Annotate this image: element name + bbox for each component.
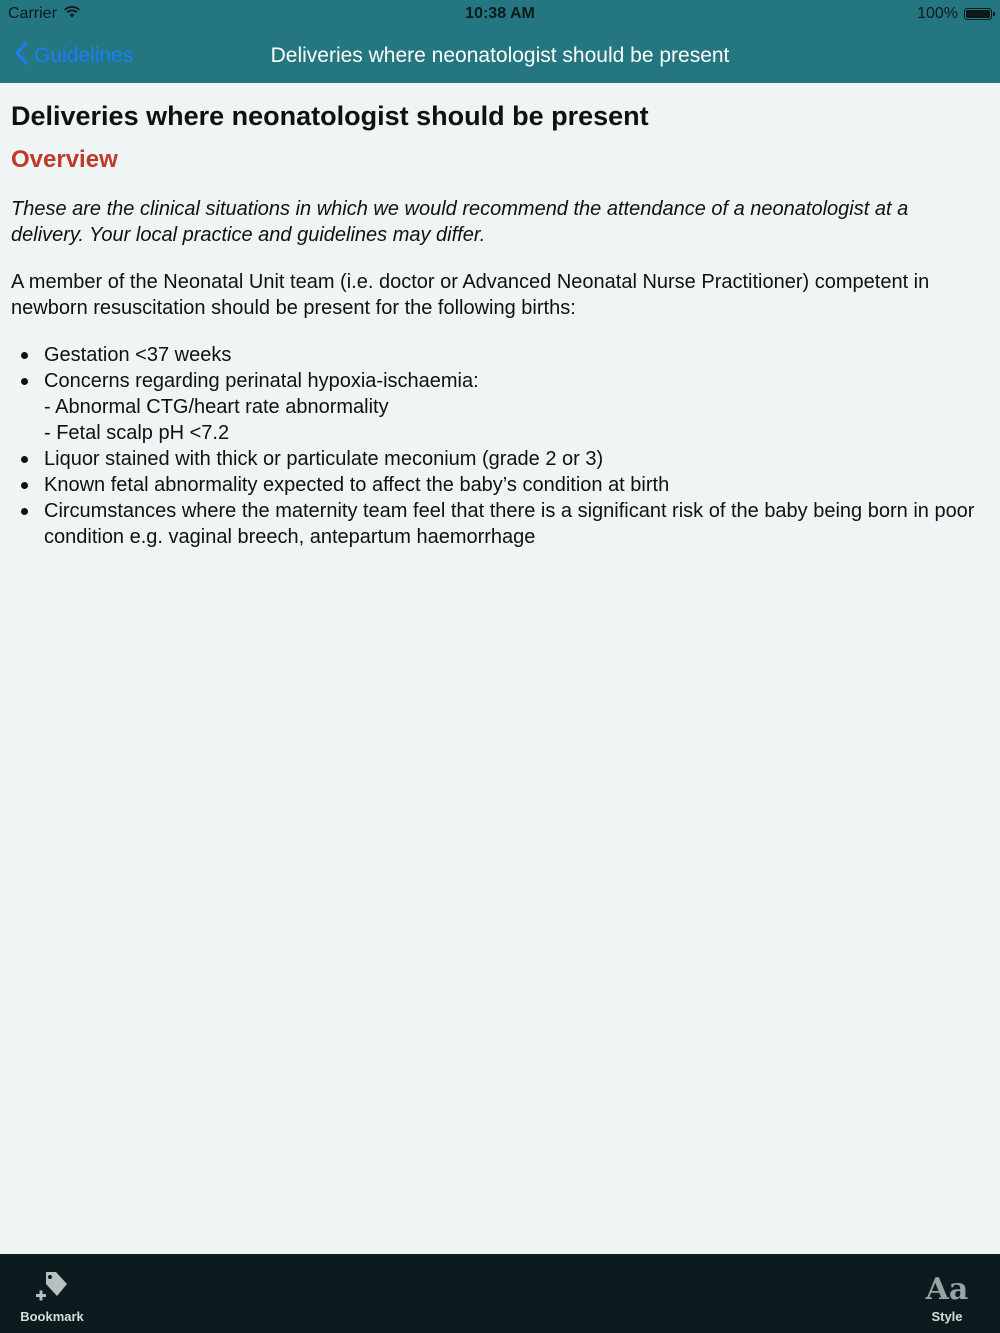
status-bar [0,0,1000,28]
section-heading-overview: Overview [11,146,118,173]
battery-indicator [917,5,992,23]
list-item-text: Circumstances where the maternity team feel that there is a significant risk of the baby being born in poor condition e.g. vaginal breech, antepartum haemorrhage [44,500,975,548]
navigation-bar [0,28,1000,83]
sub-item-text: - Abnormal CTG/heart rate abnormality [44,396,389,418]
nav-title: Deliveries where neonatologist should be present [270,44,730,67]
text-style-icon: Aa [925,1272,969,1307]
bullet-dot [21,482,28,489]
carrier-indicator [8,5,80,23]
battery-percent: 100% [917,5,958,22]
bookmark-tag-icon [34,1269,70,1306]
style-label: Style [931,1309,963,1324]
chevron-left-icon [14,41,34,71]
article-content [11,90,986,550]
lead-paragraph: A member of the Neonatal Unit team (i.e. doctor or Advanced Neonatal Nurse Practitioner) competent in newborn resuscitation should be present for the following births: [11,271,930,319]
list-item [11,446,986,472]
battery-fill [966,10,990,18]
list-item-text: Known fetal abnormality expected to affect the baby’s condition at birth [44,474,670,496]
bullet-dot [21,508,28,515]
carrier-label: Carrier [8,5,57,22]
list-item [11,368,986,446]
back-button[interactable] [14,28,133,83]
sub-item-text: - Fetal scalp pH <7.2 [44,422,230,444]
page-title: Deliveries where neonatologist should be present [11,101,649,131]
style-button[interactable] [915,1254,979,1333]
back-button-label: Guidelines [34,43,134,67]
bookmark-button[interactable] [18,1254,86,1333]
list-item-text: Gestation <37 weeks [44,344,232,366]
list-item [11,498,986,550]
battery-icon [964,8,992,20]
bullet-dot [21,456,28,463]
bottom-toolbar [0,1254,1000,1333]
list-item-text: Concerns regarding perinatal hypoxia-ischaemia: [44,370,479,392]
status-time: 10:38 AM [465,5,535,22]
list-item [11,472,986,498]
wifi-icon [64,5,80,23]
intro-paragraph: These are the clinical situations in which we would recommend the attendance of a neonatologist at a delivery. Your local practice and guidelines may differ. [11,198,909,246]
bullet-dot [21,352,28,359]
bullet-dot [21,378,28,385]
list-item [11,342,986,368]
bookmark-label: Bookmark [20,1309,84,1324]
criteria-list [11,342,986,550]
list-item-text: Liquor stained with thick or particulate meconium (grade 2 or 3) [44,448,604,470]
